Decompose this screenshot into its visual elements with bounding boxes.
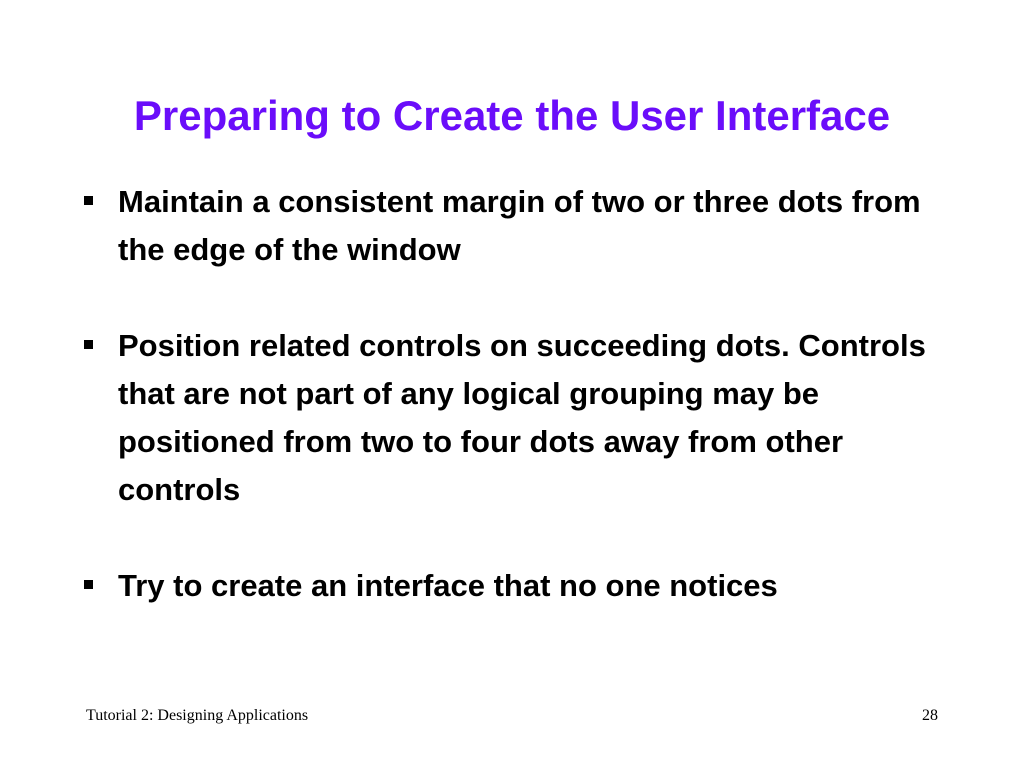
bullet-text: Try to create an interface that no one notices [118, 568, 778, 603]
slide-title: Preparing to Create the User Interface [133, 92, 891, 139]
bullet-text: Maintain a consistent margin of two or three dots from the edge of the window [118, 184, 921, 267]
square-bullet-icon [84, 340, 93, 349]
footer-caption: Tutorial 2: Designing Applications [86, 707, 309, 724]
bullet-item [80, 322, 940, 514]
bullet-item [80, 178, 940, 274]
bullet-item [80, 562, 940, 610]
page-number: 28 [922, 707, 938, 724]
bullet-list [80, 178, 940, 658]
square-bullet-icon [84, 196, 93, 205]
square-bullet-icon [84, 580, 93, 589]
bullet-text: Position related controls on succeeding dots. Controls that are not part of any logical grouping may be positioned from two to four dots away from other controls [118, 328, 926, 507]
